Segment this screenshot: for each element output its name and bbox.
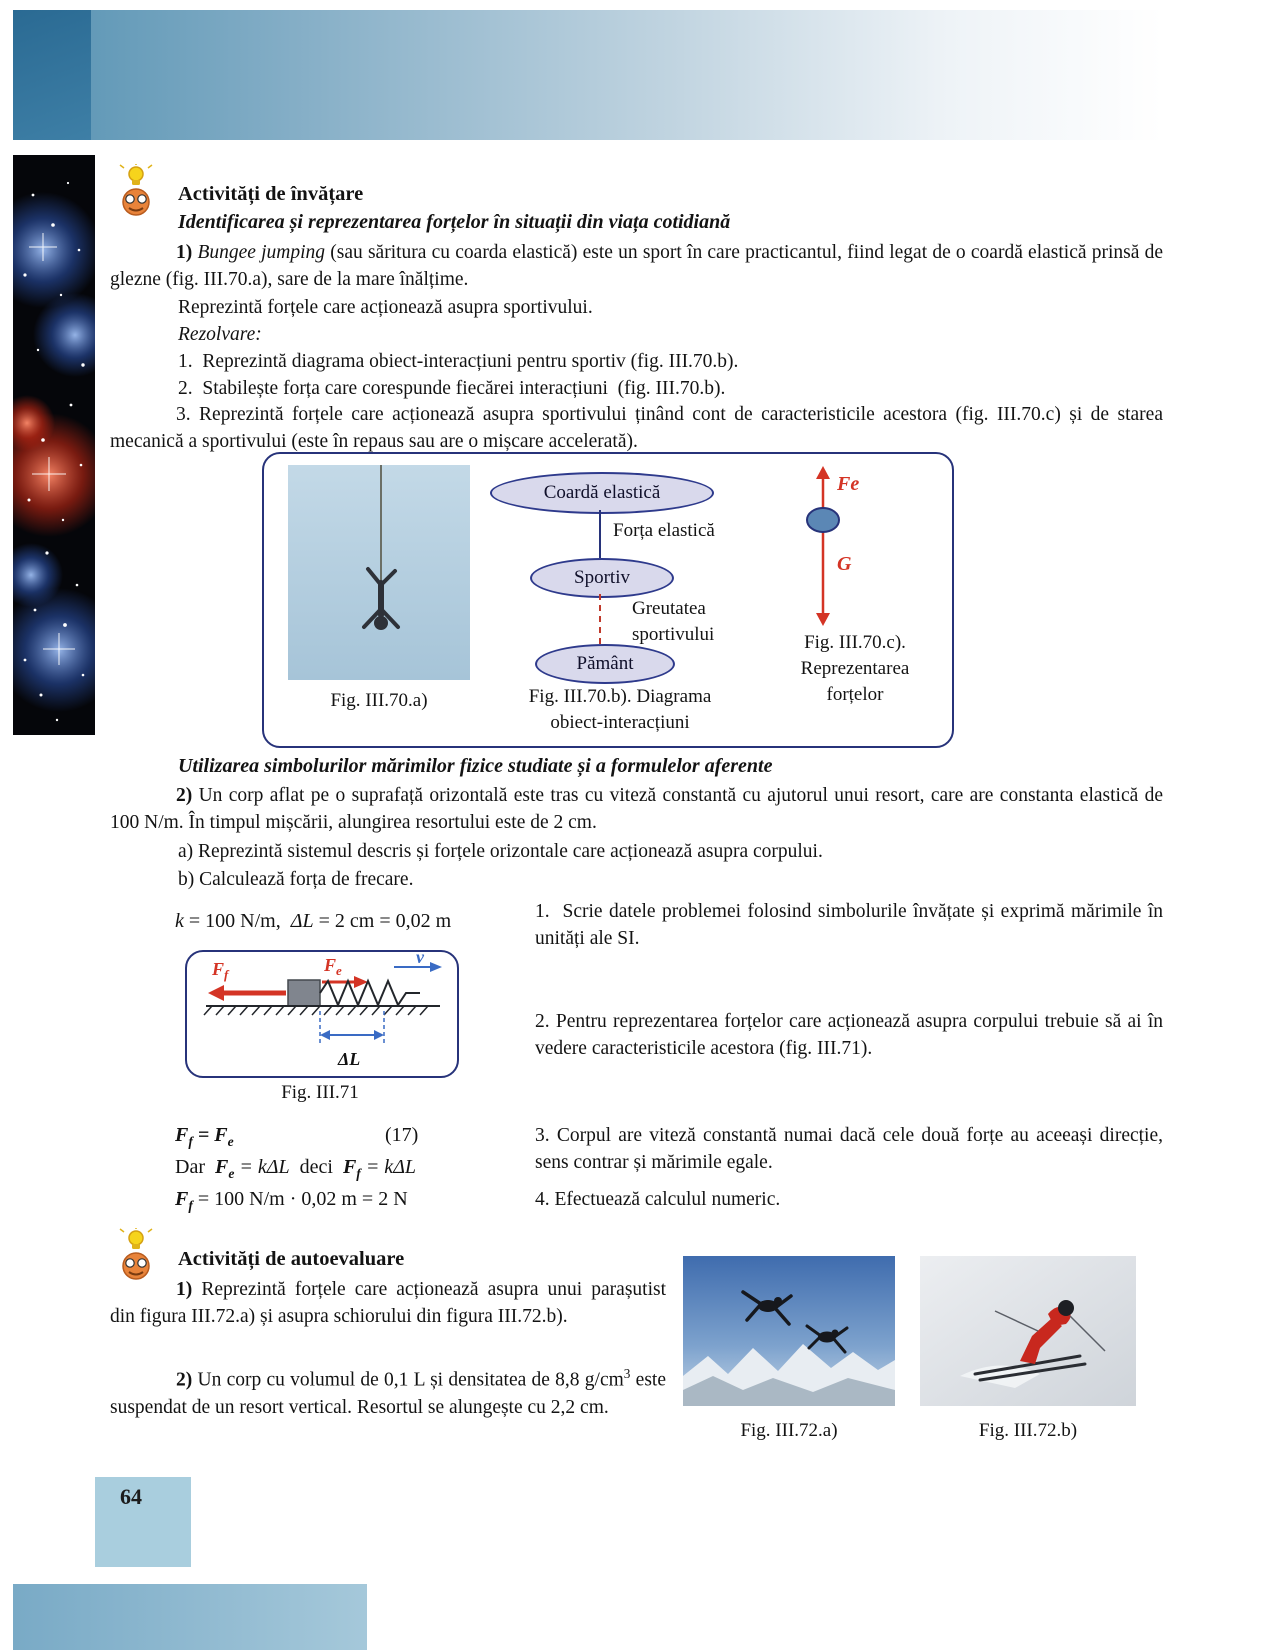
- section-title-learning: Activități de învățare: [178, 183, 364, 205]
- section-subtitle: Identificarea și reprezentarea forțelor în situații din viața cotidiană: [178, 211, 731, 233]
- equation-dar: Dar $F_e = k\Delta L$ deci $F_f = k\Delta L$: [175, 1156, 417, 1181]
- selfcheck-problem-2: 2) Un corp cu volumul de 0,1 L și densitatea de 8,8 $g/cm^3$ este suspendat de un resort vertical. Resortul se alungește cu 2,2 cm.: [110, 1366, 666, 1418]
- header-banner-gradient: [91, 10, 1163, 140]
- activity-learning-icon: [114, 164, 158, 223]
- section-heading-symbols: Utilizarea simbolurilor mărimilor fizice studiate și a formulelor aferente: [178, 755, 773, 777]
- equation-number: (17): [385, 1124, 419, 1146]
- arrow-down: [816, 613, 830, 626]
- figure-70b-caption: Fig. III.70.b). Diagrama obiect-interacțiuni: [528, 686, 712, 733]
- list-number: 1): [176, 242, 198, 263]
- body-dot: [807, 508, 839, 532]
- page-number: 64: [120, 1484, 142, 1509]
- force-g-label: G: [837, 553, 852, 575]
- method-step-1: 1. Scrie datele problemei folosind simbolurile învățate și exprimă mărimile în unități ale SI.: [535, 901, 1163, 949]
- body-block: [288, 980, 320, 1006]
- diagram-node-coarda: Coardă elastică: [490, 472, 714, 514]
- photo-bungee-jumper: [288, 465, 470, 680]
- paragraph-problem-2: 2) Un corp aflat pe o suprafață orizontală este tras cu viteză constantă cu ajutorul unui resort, care are constanta elastică de 100 N/m. În timpul mișcării, alungirea resortului este de 2 cm.: [110, 785, 1163, 833]
- lightbulb-icon: [120, 1228, 152, 1249]
- item-b: b) Calculează forța de frecare.: [178, 869, 414, 890]
- diagram-node-sportiv: Sportiv: [530, 558, 674, 598]
- figure-72b-caption: Fig. III.72.b): [978, 1420, 1078, 1441]
- paragraph-bungee: 1) Bungee jumping (sau săritura cu coarda elastică) este un sport în care practicantul, fiind legat de o coardă elastică prinsă de glezne (fig. III.70.a), sare de la mare înălțime.: [110, 242, 1163, 290]
- figure-70a-caption: Fig. III.70.a): [330, 690, 428, 711]
- figure-71-caption: Fig. III.71: [281, 1082, 359, 1103]
- diagram-edge-elastic-label: Forța elastică: [613, 520, 715, 541]
- arrow-dl-left: [320, 1030, 330, 1040]
- list-number: 1): [176, 1279, 202, 1300]
- solution-step-1: 1. Reprezintă diagrama obiect-interacțiuni pentru sportiv (fig. III.70.b).: [178, 351, 739, 372]
- item-a: a) Reprezintă sistemul descris și forțele orizontale care acționează asupra corpului.: [178, 841, 823, 862]
- skier-helmet: [1058, 1300, 1074, 1316]
- photo-skier: [920, 1256, 1136, 1406]
- label-v: v: [416, 953, 424, 967]
- label-ff: $F_f$: [212, 959, 229, 982]
- photo-skydivers: [683, 1256, 895, 1406]
- method-step-4: 4. Efectuează calculul numeric.: [535, 1189, 781, 1210]
- footer-accent-bar: [13, 1584, 367, 1650]
- force-fe-label: Fe: [837, 473, 860, 495]
- figure-71-box: [185, 950, 459, 1078]
- lightbulb-icon: [120, 164, 152, 185]
- spring-diagram: [188, 953, 454, 1072]
- method-step-3: 3. Corpul are viteză constantă numai dacă cele două forțe au aceeași direcție, sens contrar și mărimile egale.: [535, 1125, 1163, 1173]
- diagram-edge-weight-label: Greutatea sportivului: [632, 598, 715, 645]
- force-diagram: [795, 462, 885, 630]
- equation-result: $F_f = 100$ N/m · 0,02 m = 2 N: [175, 1188, 408, 1213]
- diagram-node-pamant: Pământ: [535, 644, 675, 684]
- diagram-edge-weight: [599, 594, 601, 644]
- selfcheck-problem-1: 1) Reprezintă forțele care acționează asupra unui parașutist din figura III.72.a) și asupra schiorului din figura III.72.b).: [110, 1279, 667, 1327]
- label-fe: $F_e$: [324, 955, 342, 978]
- label-delta-l: ΔL: [338, 1049, 361, 1069]
- arrow-v: [430, 962, 442, 972]
- figure-70c-caption: Fig. III.70.c). Reprezentarea forțelor: [800, 632, 910, 705]
- term-bungee-jumping: Bungee jumping: [197, 242, 326, 263]
- list-number: 2): [176, 1369, 198, 1391]
- footer-accent-block: [95, 1477, 191, 1567]
- ground-hatching: [204, 1006, 428, 1015]
- solution-step-2: 2. Stabilește forța care corespunde fiecărei interacțiuni (fig. III.70.b).: [178, 378, 726, 399]
- method-step-2: 2. Pentru reprezentarea forțelor care acționează asupra corpului trebuie să ai în vedere caracteristicile acestora (fig. III.71).: [535, 1011, 1163, 1059]
- given-data: k = 100 N/m, ΔL = 2 cm = 0,02 m: [175, 910, 452, 932]
- arrow-up: [816, 466, 830, 479]
- spring: [320, 981, 420, 1005]
- arrow-dl-right: [374, 1030, 384, 1040]
- equation-17: $F_f = F_e$ (17): [175, 1124, 419, 1149]
- list-number: 2): [176, 785, 199, 806]
- figure-72a-caption: Fig. III.72.a): [740, 1420, 838, 1441]
- paragraph-task: Reprezintă forțele care acționează asupra sportivului.: [178, 297, 593, 318]
- sidebar-sparkle-image: [13, 155, 95, 735]
- diagram-edge-elastic: [599, 510, 601, 558]
- label-rezolvare: Rezolvare:: [178, 324, 262, 345]
- solution-step-3: 3. Reprezintă forțele care acționează asupra sportivului ținând cont de caracteristicile acestora (fig. III.70.c) și de starea mecanică a sportivului (este în repaus sau are o mișcare accelerată).: [110, 404, 1163, 452]
- face-icon: [123, 189, 149, 215]
- header-banner-square: [13, 10, 91, 140]
- section-title-selfcheck: Activități de autoevaluare: [178, 1248, 405, 1270]
- arrow-ff: [208, 985, 224, 1001]
